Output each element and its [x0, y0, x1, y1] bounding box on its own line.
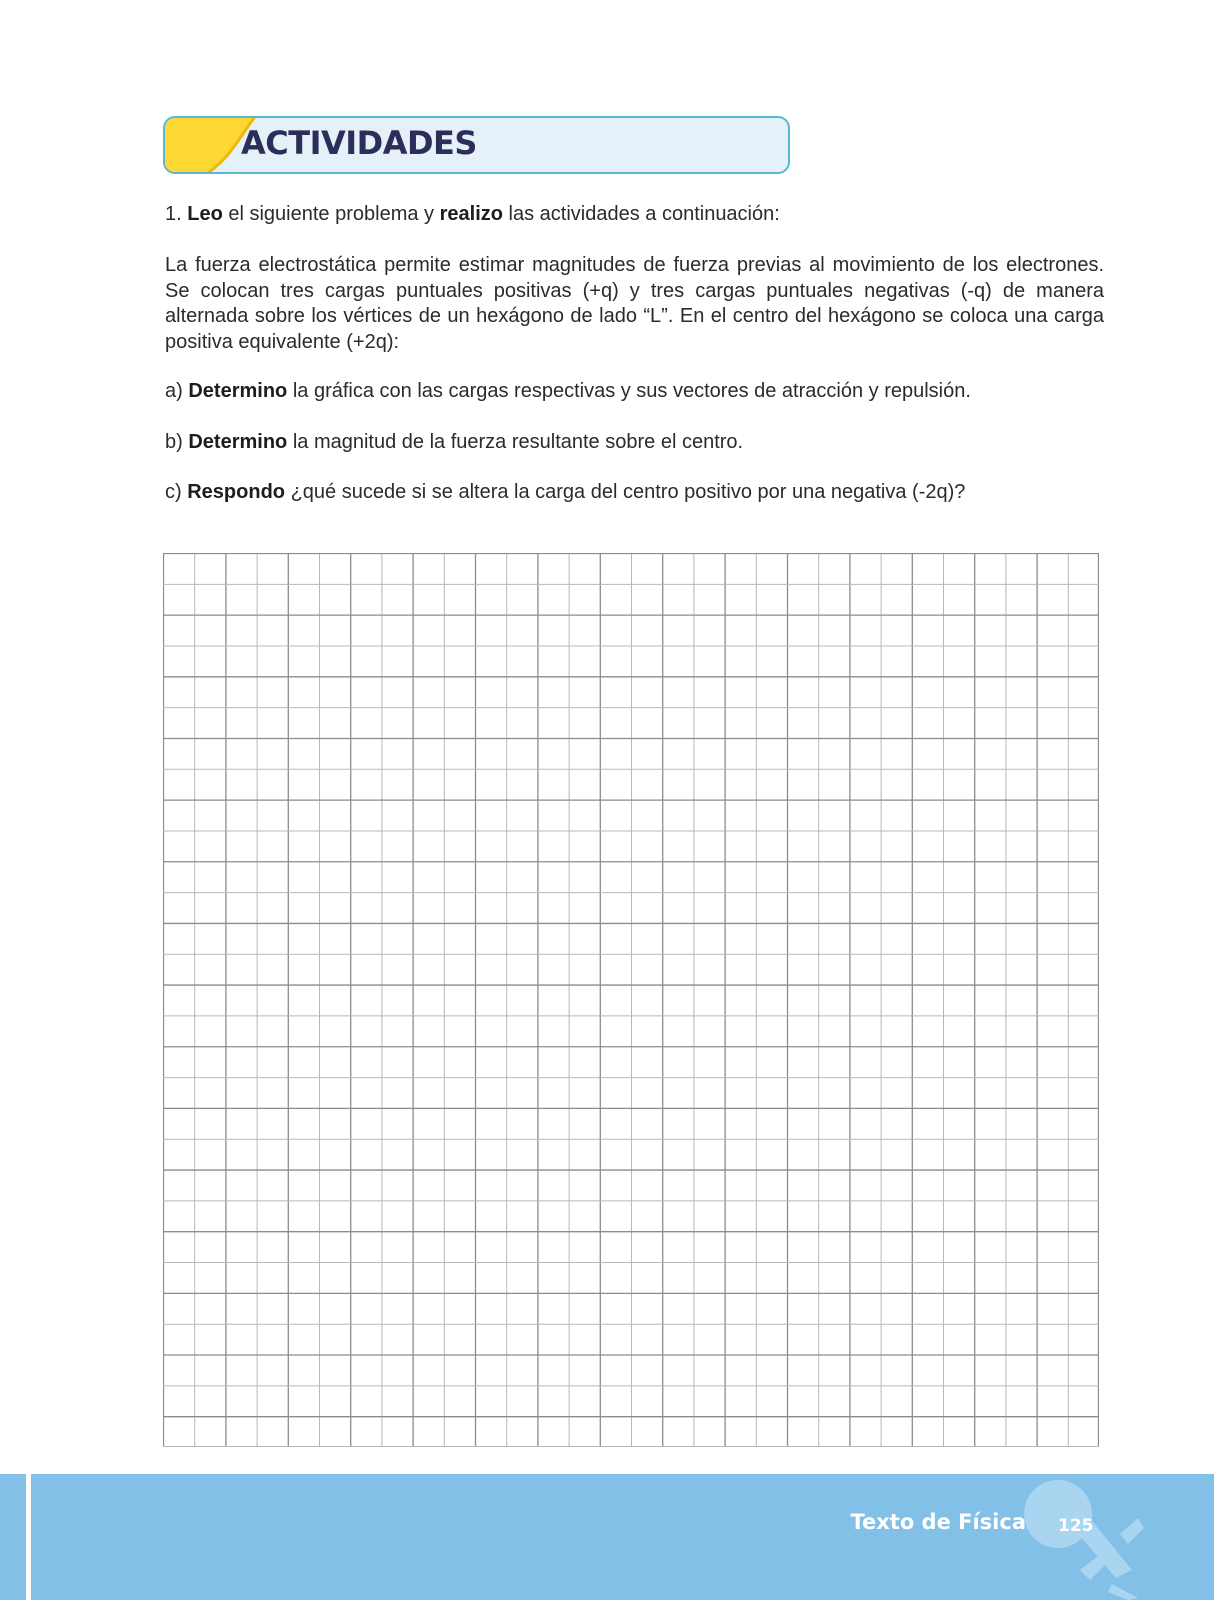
- activities-banner: [163, 116, 790, 174]
- instruction-text-2: las actividades a continuación:: [502, 203, 780, 225]
- footer-stripe: [26, 1474, 31, 1600]
- graph-paper-grid[interactable]: [163, 553, 1099, 1447]
- question-letter: a): [165, 380, 183, 402]
- problem-paragraph: La fuerza electrostática permite estimar magnitudes de fuerza previas al movimiento de los electrones. Se colocan tres cargas puntuales positivas (+q) y tres cargas puntuales negativas (-q) de manera alternada sobre los vértices de un hexágono de lado “L”. En el centro del hexágono se coloca una carga positiva equivalente (+2q):: [165, 254, 1104, 353]
- section-title: ACTIVIDADES: [241, 124, 477, 162]
- question-text: ¿qué sucede si se altera la carga del centro positivo por una negativa (-2q)?: [285, 481, 966, 503]
- instruction-line: [165, 202, 1105, 228]
- page-footer: [0, 1474, 1214, 1600]
- question-b: [165, 430, 1105, 456]
- page-number: 125: [1058, 1516, 1094, 1536]
- instruction-number: 1.: [165, 203, 182, 225]
- question-verb: Respondo: [187, 481, 286, 503]
- book-title: Texto de Física: [850, 1510, 1026, 1534]
- question-a: [165, 379, 1105, 405]
- rocket-icon: [1020, 1474, 1170, 1600]
- question-verb: Determino: [188, 380, 288, 402]
- question-letter: b): [165, 431, 183, 453]
- question-text: la gráfica con las cargas respectivas y sus vectores de atracción y repulsión.: [287, 380, 971, 402]
- question-letter: c): [165, 481, 182, 503]
- question-verb: Determino: [188, 431, 288, 453]
- instruction-text-1: el siguiente problema y: [222, 203, 440, 225]
- question-text: la magnitud de la fuerza resultante sobre el centro.: [287, 431, 744, 453]
- question-c: [165, 480, 1105, 506]
- instruction-verb-realizo: realizo: [439, 203, 503, 225]
- instruction-verb-leo: Leo: [187, 203, 223, 225]
